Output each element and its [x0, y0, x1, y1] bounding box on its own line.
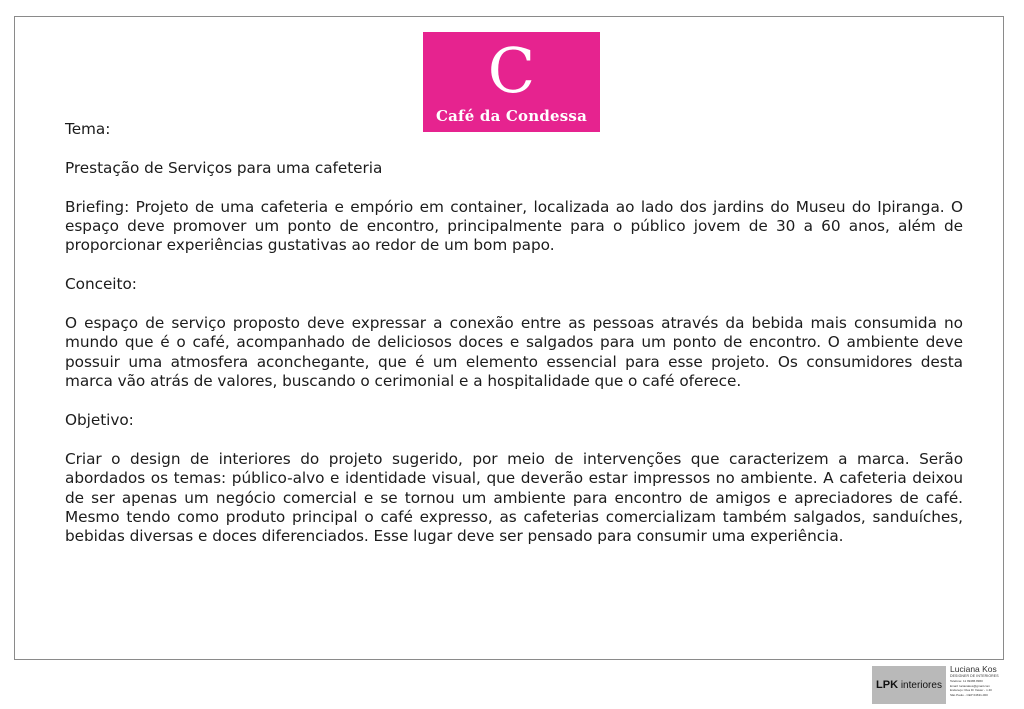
designer-contact: [950, 664, 1022, 697]
objetivo-label: Objetivo:: [65, 411, 134, 430]
lpk-interiores-logo: [872, 666, 946, 704]
contact-city: São Paulo - CEP 04631-000: [950, 692, 988, 697]
designer-role: DESIGNER DE INTERIORES: [950, 674, 999, 678]
cafe-da-condessa-logo: [423, 32, 600, 132]
contact-address: Endereço: Rua Dr Xavier - n 40: [950, 688, 992, 693]
contact-email: Email: lucianakos@gmail.com: [950, 683, 991, 688]
brand-rest: interiores: [898, 680, 942, 691]
designer-name: Luciana Kos: [950, 664, 997, 674]
document-body: [65, 120, 963, 547]
contact-phone: Telefone: 11 99486 8960: [950, 679, 983, 683]
conceito-label: Conceito:: [65, 275, 137, 294]
brand-bold: LPK: [876, 679, 899, 691]
logo-letter: C: [487, 34, 536, 107]
briefing-paragraph: Briefing: Projeto de uma cafeteria e empório em container, localizada ao lado dos jardins do Museu do Ipiranga. O espaço deve promover um ponto de encontro, principalmente para o público jovem de 30 a 60 anos, além de proporcionar experiências gustativas ao redor de um bom papo.: [65, 197, 963, 255]
objetivo-paragraph: Criar o design de interiores do projeto sugerido, por meio de intervenções que caracterizem a marca. Serão abordados os temas: público-alvo e identidade visual, que deverão estar impressos no ambiente. A cafeteria deixou de ser apenas um negócio comercial e se tornou um ambiente para encontro de amigos e apreciadores de café. Mesmo tendo como produto principal o café expresso, as cafeterias comercializam também salgados, sanduíches, bebidas diversas e doces diferenciados. Esse lugar deve ser pensado para consumir uma experiência.: [65, 449, 963, 546]
tema-text: Prestação de Serviços para uma cafeteria: [65, 158, 383, 177]
conceito-paragraph: O espaço de serviço proposto deve expressar a conexão entre as pessoas através da bebida mais consumida no mundo que é o café, acompanhado de deliciosos doces e salgados para um ponto de encontro. O ambiente deve possuir uma atmosfera aconchegante, que é um elemento essencial para esse projeto. Os consumidores desta marca vão atrás de valores, buscando o cerimonial e a hospitalidade que o café oferece.: [65, 314, 963, 391]
logo-name: Café da Condessa: [436, 107, 587, 125]
tema-label: Tema:: [65, 120, 111, 138]
